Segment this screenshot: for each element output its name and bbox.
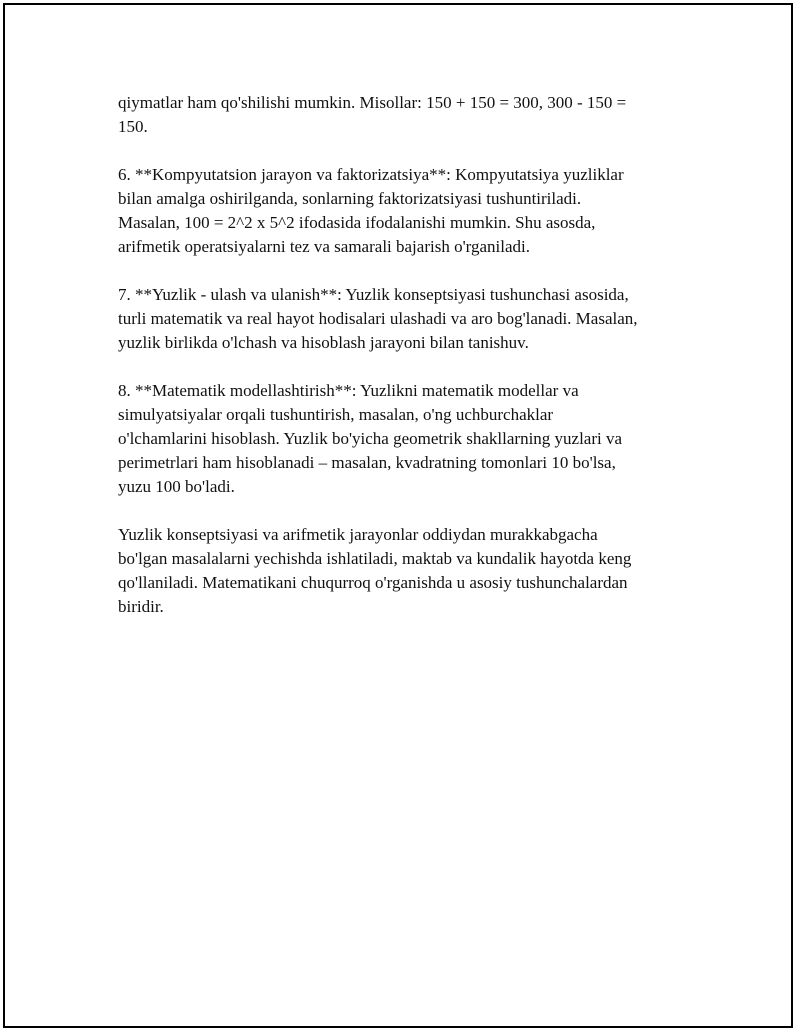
paragraph-item-6 bbox=[118, 163, 708, 259]
document-body bbox=[118, 91, 708, 643]
text-line: biridir. bbox=[118, 597, 164, 616]
paragraph-item-7 bbox=[118, 283, 708, 355]
text-line: bo'lgan masalalarni yechishda ishlatiladi, maktab va kundalik hayotda keng bbox=[118, 549, 632, 568]
text-line: qiymatlar ham qo'shilishi mumkin. Misollar: 150 + 150 = 300, 300 - 150 = bbox=[118, 93, 627, 112]
text-line: yuzlik birlikda o'lchash va hisoblash jarayoni bilan tanishuv. bbox=[118, 333, 529, 352]
paragraph-addition-examples bbox=[118, 91, 708, 139]
paragraph-conclusion bbox=[118, 523, 708, 619]
text-line: 6. **Kompyutatsion jarayon va faktorizatsiya**: Kompyutatsiya yuzliklar bbox=[118, 165, 624, 184]
text-line: 7. **Yuzlik - ulash va ulanish**: Yuzlik konseptsiyasi tushunchasi asosida, bbox=[118, 285, 629, 304]
text-line: yuzu 100 bo'ladi. bbox=[118, 477, 235, 496]
text-line: 150. bbox=[118, 117, 148, 136]
text-line: Masalan, 100 = 2^2 x 5^2 ifodasida ifodalanishi mumkin. Shu asosda, bbox=[118, 213, 596, 232]
text-line: Yuzlik konseptsiyasi va arifmetik jarayonlar oddiydan murakkabgacha bbox=[118, 525, 598, 544]
text-line: bilan amalga oshirilganda, sonlarning faktorizatsiyasi tushuntiriladi. bbox=[118, 189, 582, 208]
text-line: qo'llaniladi. Matematikani chuqurroq o'rganishda u asosiy tushunchalardan bbox=[118, 573, 628, 592]
text-line: o'lchamlarini hisoblash. Yuzlik bo'yicha geometrik shakllarning yuzlari va bbox=[118, 429, 623, 448]
text-line: arifmetik operatsiyalarni tez va samarali bajarish o'rganiladi. bbox=[118, 237, 531, 256]
text-line: simulyatsiyalar orqali tushuntirish, masalan, o'ng uchburchaklar bbox=[118, 405, 554, 424]
text-line: turli matematik va real hayot hodisalari ulashadi va aro bog'lanadi. Masalan, bbox=[118, 309, 638, 328]
text-line: 8. **Matematik modellashtirish**: Yuzlikni matematik modellar va bbox=[118, 381, 579, 400]
paragraph-item-8 bbox=[118, 379, 708, 499]
text-line: perimetrlari ham hisoblanadi – masalan, kvadratning tomonlari 10 bo'lsa, bbox=[118, 453, 616, 472]
